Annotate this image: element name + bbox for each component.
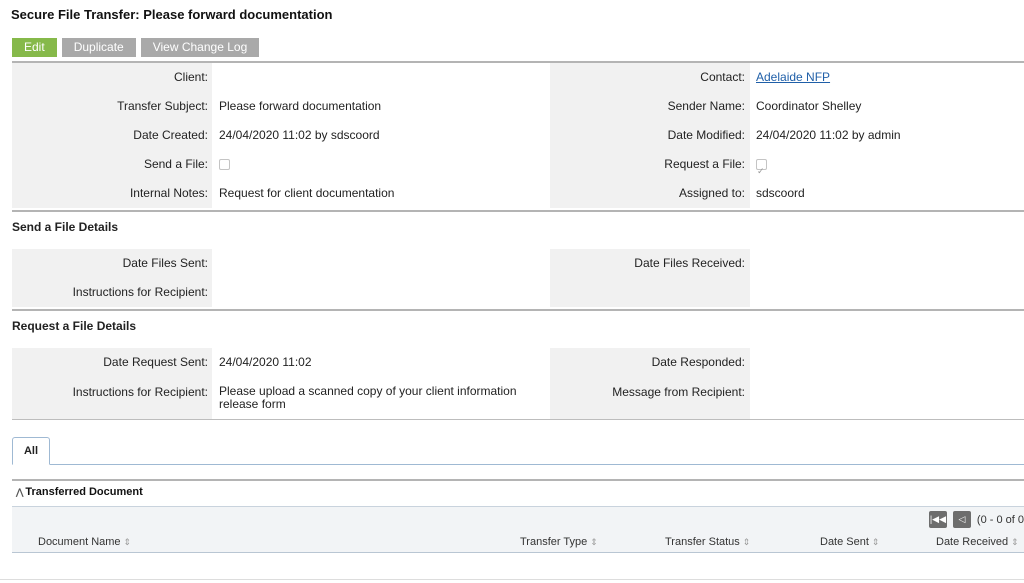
- view-change-log-button[interactable]: View Change Log: [141, 38, 260, 57]
- transfer-subject-label: Transfer Subject:: [117, 99, 208, 113]
- page-title: Secure File Transfer: Please forward documentation: [11, 7, 333, 22]
- section-divider: [12, 419, 1024, 420]
- section-divider: [12, 309, 1024, 311]
- request-file-label: Request a File:: [664, 157, 745, 171]
- send-instructions-label: Instructions for Recipient:: [72, 285, 208, 299]
- duplicate-button[interactable]: Duplicate: [62, 38, 136, 57]
- request-file-checkbox[interactable]: [756, 159, 767, 170]
- sort-icon: ⇕: [871, 537, 880, 547]
- details-grid: [12, 63, 1024, 208]
- send-file-grid: [12, 249, 1024, 307]
- date-request-sent-label: Date Request Sent:: [103, 355, 208, 369]
- pager: [929, 511, 1024, 528]
- column-transfer-status[interactable]: Transfer Status ⇕: [665, 536, 751, 548]
- edit-button[interactable]: Edit: [12, 38, 57, 57]
- date-created-label: Date Created:: [133, 128, 208, 142]
- date-modified-label: Date Modified:: [667, 128, 745, 142]
- documents-table: [12, 506, 1024, 553]
- request-file-grid: [12, 348, 1024, 419]
- column-transfer-type[interactable]: Transfer Type ⇕: [520, 536, 598, 548]
- action-toolbar: [12, 38, 259, 57]
- sort-icon: ⇕: [590, 537, 598, 547]
- collapse-chevron-icon[interactable]: ⋀: [16, 487, 24, 497]
- internal-notes-label: Internal Notes:: [129, 186, 208, 200]
- send-file-checkbox[interactable]: [219, 159, 230, 170]
- transferred-document-title: Transferred Document: [25, 486, 143, 498]
- first-page-icon[interactable]: |◀◀: [929, 511, 947, 528]
- previous-page-icon[interactable]: ◁: [953, 511, 971, 528]
- sort-icon: ⇕: [1011, 537, 1019, 547]
- request-instructions-label: Instructions for Recipient:: [72, 385, 208, 399]
- transferred-document-header[interactable]: [16, 486, 143, 498]
- assigned-to-label: Assigned to:: [678, 186, 745, 200]
- sender-name-value: Coordinator Shelley: [756, 99, 862, 113]
- column-date-sent[interactable]: Date Sent ⇕: [820, 536, 880, 548]
- column-date-received[interactable]: Date Received ⇕: [936, 536, 1019, 548]
- column-document-name[interactable]: Document Name ⇕: [38, 536, 132, 548]
- sender-name-label: Sender Name:: [667, 99, 745, 113]
- date-request-sent-value: 24/04/2020 11:02: [219, 355, 312, 369]
- contact-link[interactable]: Adelaide NFP: [756, 70, 831, 84]
- request-instructions-value: Please upload a scanned copy of your client information release form: [219, 384, 517, 411]
- contact-label: Contact:: [700, 70, 745, 84]
- date-created-value: 24/04/2020 11:02 by sdscoord: [219, 128, 380, 142]
- message-from-recipient-label: Message from Recipient:: [612, 385, 745, 399]
- pager-text: (0 - 0 of 0: [976, 513, 1024, 526]
- section-divider: [12, 479, 1024, 481]
- transfer-subject-value: Please forward documentation: [219, 99, 382, 113]
- client-label: Client:: [173, 70, 208, 84]
- tab-strip: [12, 436, 1024, 465]
- bottom-divider: [0, 579, 1024, 580]
- request-file-section-title: Request a File Details: [12, 319, 137, 333]
- send-file-label: Send a File:: [143, 157, 208, 171]
- date-files-sent-label: Date Files Sent:: [122, 256, 208, 270]
- section-divider: [12, 210, 1024, 212]
- tab-all[interactable]: All: [12, 437, 50, 465]
- sort-icon: ⇕: [123, 537, 132, 547]
- date-responded-label: Date Responded:: [651, 355, 745, 369]
- date-files-received-label: Date Files Received:: [634, 256, 745, 270]
- send-file-section-title: Send a File Details: [12, 220, 119, 234]
- date-modified-value: 24/04/2020 11:02 by admin: [756, 128, 901, 142]
- sort-icon: ⇕: [742, 537, 751, 547]
- internal-notes-value: Request for client documentation: [219, 186, 395, 200]
- assigned-to-value: sdscoord: [756, 186, 805, 200]
